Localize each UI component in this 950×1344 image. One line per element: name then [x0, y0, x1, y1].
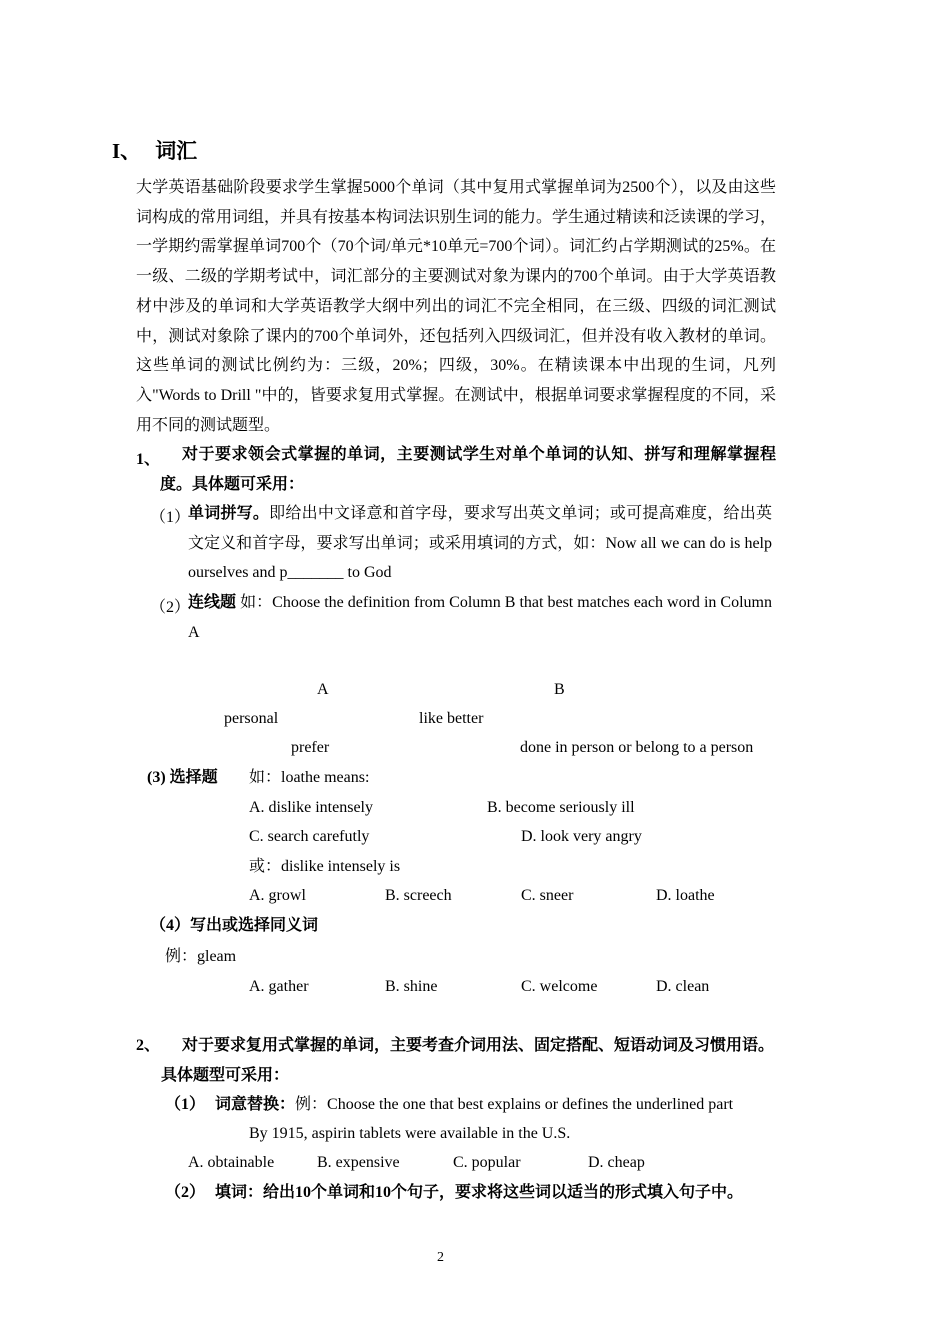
item1-sub1-text: 即给出中文译意和首字母，要求写出英文单词；或可提高难度，给出英文定义和首字母，要求写出单词；或采用填词的方式，如：Now all we can do is help ourselves and p_______ to God — [188, 505, 772, 581]
section-title: 词汇 — [155, 139, 198, 163]
item2-sub1-label: （1） — [165, 1096, 206, 1113]
option-c: C. welcome — [521, 978, 598, 995]
item2-sub2-text: 填词：给出10个单词和10个句子，要求将这些词以适当的形式填入句子中。 — [215, 1184, 744, 1201]
column-a-header: A — [317, 681, 329, 698]
item2-text2: 具体题型可采用： — [161, 1067, 290, 1084]
item1-sub2-label: （2） — [150, 599, 191, 616]
column-b-def-2: done in person or belong to a person — [520, 739, 754, 756]
item2-sub1-text: 例：Choose the one that best explains or defines the underlined part — [295, 1096, 734, 1113]
item1-sub4-example: 例：gleam — [165, 948, 237, 965]
item2-number: 2、 — [136, 1037, 161, 1054]
item1-sub2 — [188, 588, 772, 647]
item1-sub3-heading — [147, 768, 218, 788]
item1-sub1-title: 单词拼写。 — [188, 505, 270, 522]
item2-sub2-label: （2） — [165, 1184, 206, 1201]
option-d: D. loathe — [656, 887, 715, 904]
item1-sub2-title: 连线题 — [188, 594, 237, 611]
intro-paragraph: 大学英语基础阶段要求学生掌握5000个单词（其中复用式掌握单词为2500个），以及由这些词构成的常用词组，并具有按基本构词法识别生词的能力。学生通过精读和泛读课的学习，一学期约需掌握单词700个（70个词/单元*10单元=700个词）。词汇约占学期测试的25%。在一级、二级的学期考试中，词汇部分的主要测试对象为课内的700个单词。由于大学英语教材中涉及的单词和大学英语教学大纲中列出的词汇不完全相同，在三级、四级的词汇测试中，测试对象除了课内的700个单词外，还包括列入四级词汇，但并没有收入教材的单词。这些单词的测试比例约为：三级，20%；四级，30%。在精读课本中出现的生词，凡列入"Words to Drill "中的，皆要求复用式掌握。在测试中，根据单词要求掌握程度的不同，采用不同的测试题型。 — [136, 179, 777, 434]
item1-sub3-label: (3) — [147, 769, 166, 786]
option-b: B. become seriously ill — [487, 799, 635, 816]
option-a: A. dislike intensely — [249, 799, 373, 816]
column-a-word-2: prefer — [291, 739, 330, 756]
option-c: C. popular — [453, 1154, 521, 1171]
item1-sub3-title: 选择题 — [169, 769, 218, 786]
item1-number: 1、 — [136, 451, 161, 468]
option-a: A. growl — [249, 887, 306, 904]
page-number: 2 — [437, 1250, 444, 1265]
option-b: B. expensive — [317, 1154, 400, 1171]
section-heading — [112, 138, 197, 164]
option-d: D. clean — [656, 978, 710, 995]
option-d: D. look very angry — [521, 828, 642, 845]
item1-sub4-label: （4） — [150, 917, 191, 934]
option-c: C. search carefutly — [249, 828, 370, 845]
option-d: D. cheap — [588, 1154, 645, 1171]
option-b: B. screech — [385, 887, 452, 904]
option-a: A. obtainable — [188, 1154, 275, 1171]
item1-sub3-example: 如：loathe means: — [249, 769, 370, 786]
item1-text: 对于要求领会式掌握的单词，主要测试学生对单个单词的认知、拼写和理解掌握程度。具体题可采用： — [160, 446, 776, 493]
item1-sub4-title: 写出或选择同义词 — [190, 917, 319, 934]
section-number: I、 — [112, 139, 142, 163]
item2-sub1 — [215, 1095, 733, 1115]
column-b-header: B — [554, 681, 565, 698]
item1-sub2-text: 如：Choose the definition from Column B that best matches each word in Column A — [188, 594, 772, 641]
item2-sub1-sentence: By 1915, aspirin tablets were available in the U.S. — [249, 1125, 571, 1142]
item1-sub3-alt: 或：dislike intensely is — [249, 858, 401, 875]
column-b-def-1: like better — [419, 710, 484, 727]
item1-sub1 — [188, 499, 772, 588]
item2-text: 对于要求复用式掌握的单词，主要考查介词用法、固定搭配、短语动词及习惯用语。 — [182, 1037, 775, 1054]
option-b: B. shine — [385, 978, 438, 995]
option-c: C. sneer — [521, 887, 574, 904]
item2-sub1-title: 词意替换： — [215, 1096, 296, 1113]
option-a: A. gather — [249, 978, 309, 995]
column-a-word-1: personal — [224, 710, 279, 727]
item1-sub4-heading — [150, 916, 318, 936]
item1-sub1-label: （1） — [150, 509, 191, 526]
